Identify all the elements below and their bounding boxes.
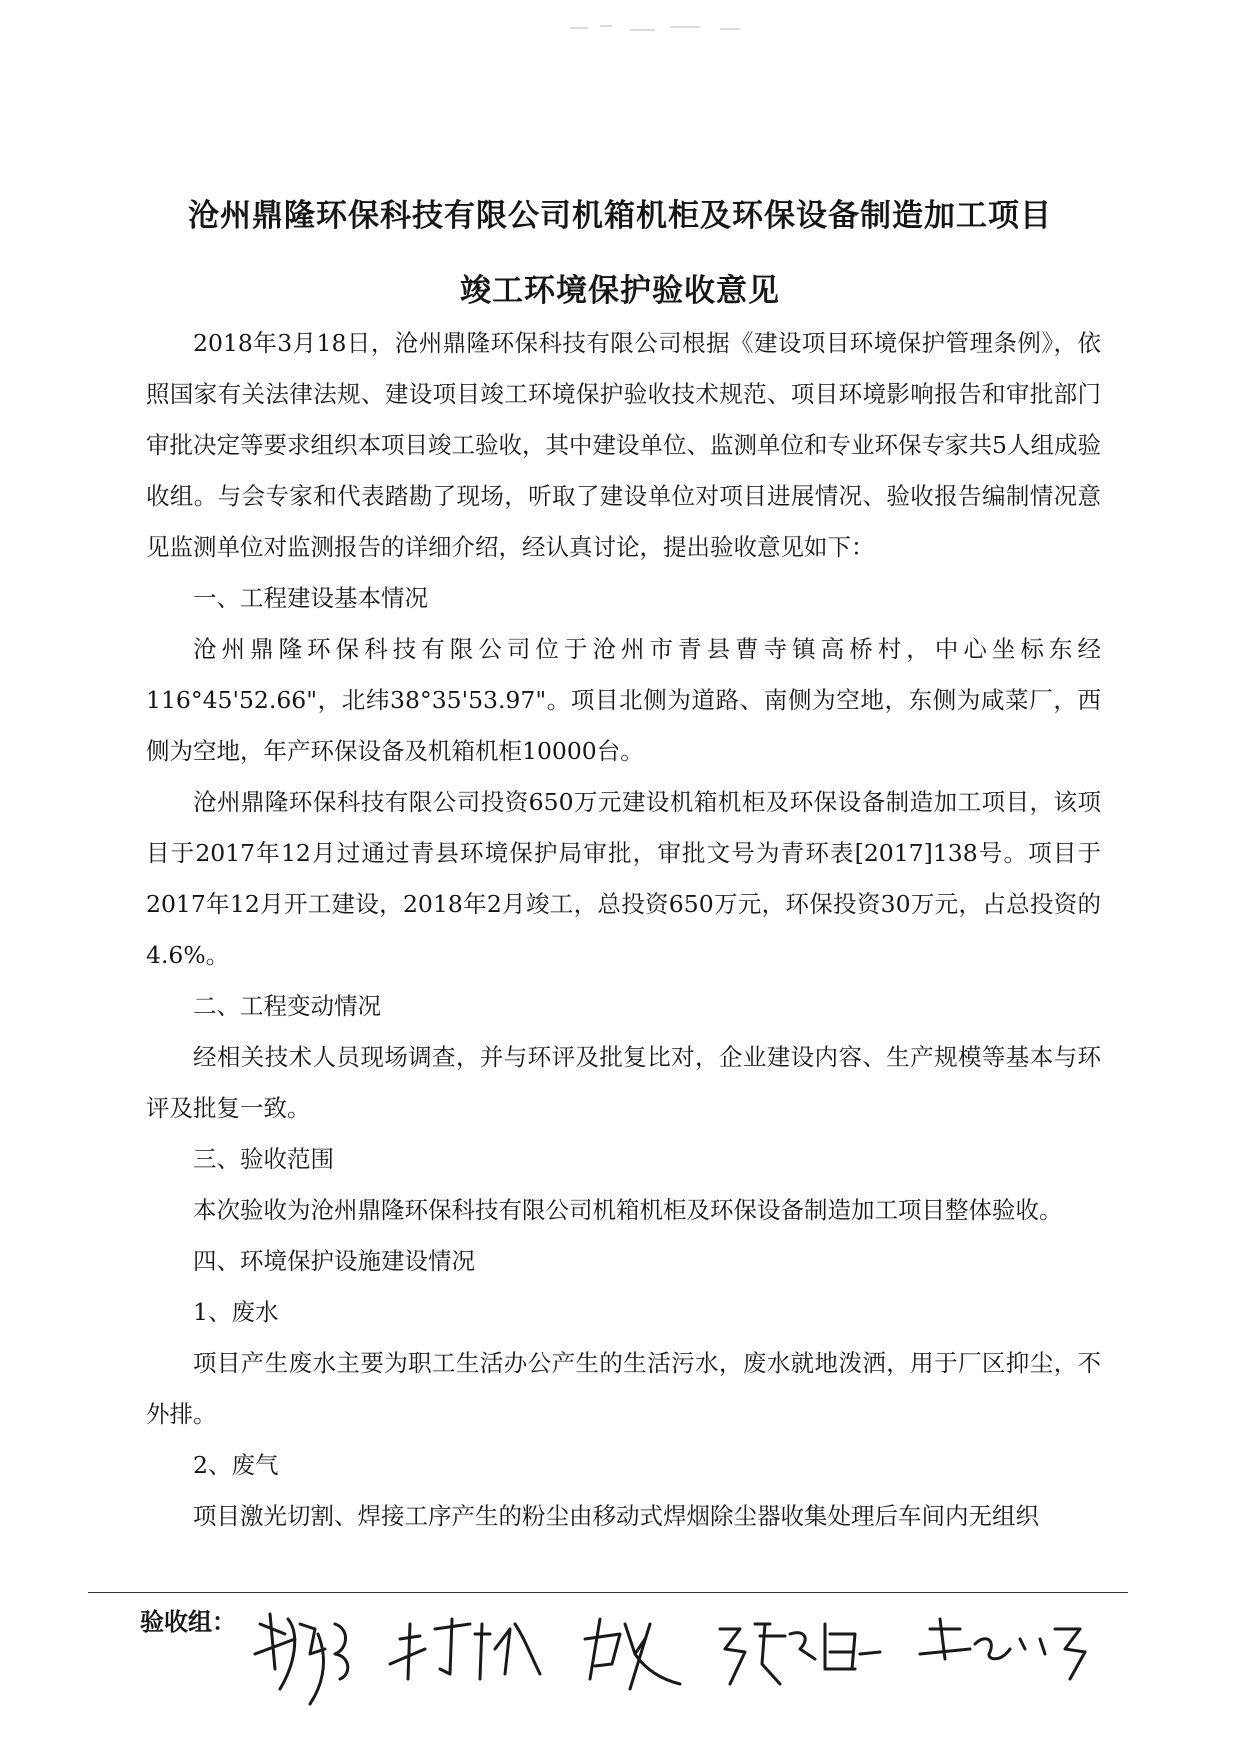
document-body <box>146 318 1101 1542</box>
document-title-line1: 沧州鼎隆环保科技有限公司机箱机柜及环保设备制造加工项目 <box>188 198 1052 234</box>
intro-paragraph: 2018年3月18日，沧州鼎隆环保科技有限公司根据《建设项目环境保护管理条例》，依照国家有关法律法规、建设项目竣工环境保护验收技术规范、项目环境影响报告和审批部门审批决定等要求组织本项目竣工验收，其中建设单位、监测单位和专业环保专家共5人组成验收组。与会专家和代表踏勘了现场，听取了建设单位对项目进展情况、验收报告编制情况意见监测单位对监测报告的详细介绍，经认真讨论，提出验收意见如下： <box>146 329 1101 561</box>
section1-paragraph-2: 沧州鼎隆环保科技有限公司投资650万元建设机箱机柜及环保设备制造加工项目，该项目于2017年12月过通过青县环境保护局审批，审批文号为青环表[2017]138号。项目于2017年12月开工建设，2018年2月竣工，总投资650万元，环保投资30万元，占总投资的4.6%。 <box>146 788 1101 969</box>
subsection2-heading: 2、废气 <box>193 1451 279 1479</box>
section4-heading: 四、环境保护设施建设情况 <box>193 1247 475 1275</box>
acceptance-group-label: 验收组： <box>140 1608 236 1636</box>
section1-heading: 一、工程建设基本情况 <box>193 584 428 612</box>
section3-heading: 三、验收范围 <box>193 1145 334 1173</box>
section3-paragraph: 本次验收为沧州鼎隆环保科技有限公司机箱机柜及环保设备制造加工项目整体验收。 <box>193 1196 1063 1224</box>
document-title-line2: 竣工环境保护验收意见 <box>460 273 780 309</box>
section2-paragraph: 经相关技术人员现场调查，并与环评及批复比对，企业建设内容、生产规模等基本与环评及批复一致。 <box>146 1043 1101 1122</box>
signature-2 <box>390 1619 540 1679</box>
handwritten-signatures <box>240 1594 1120 1714</box>
section2-heading: 二、工程变动情况 <box>193 992 381 1020</box>
scan-artifact <box>560 18 760 38</box>
signature-1 <box>255 1614 348 1704</box>
signature-5 <box>920 1619 1085 1679</box>
subsection1-paragraph: 项目产生废水主要为职工生活办公产生的生活污水，废水就地泼洒，用于厂区抑尘，不外排。 <box>146 1349 1101 1428</box>
signature-4 <box>720 1624 880 1684</box>
subsection2-paragraph: 项目激光切割、焊接工序产生的粉尘由移动式焊烟除尘器收集处理后车间内无组织 <box>193 1502 1039 1530</box>
subsection1-heading: 1、废水 <box>193 1298 279 1326</box>
signature-3 <box>585 1619 680 1689</box>
signature-divider <box>88 1592 1128 1593</box>
section1-paragraph-1: 沧州鼎隆环保科技有限公司位于沧州市青县曹寺镇高桥村，中心坐标东经116°45'52.66"，北纬38°35'53.97"。项目北侧为道路、南侧为空地，东侧为咸菜厂，西侧为空地，年产环保设备及机箱机柜10000台。 <box>146 635 1101 765</box>
signature-area <box>240 1594 1120 1714</box>
